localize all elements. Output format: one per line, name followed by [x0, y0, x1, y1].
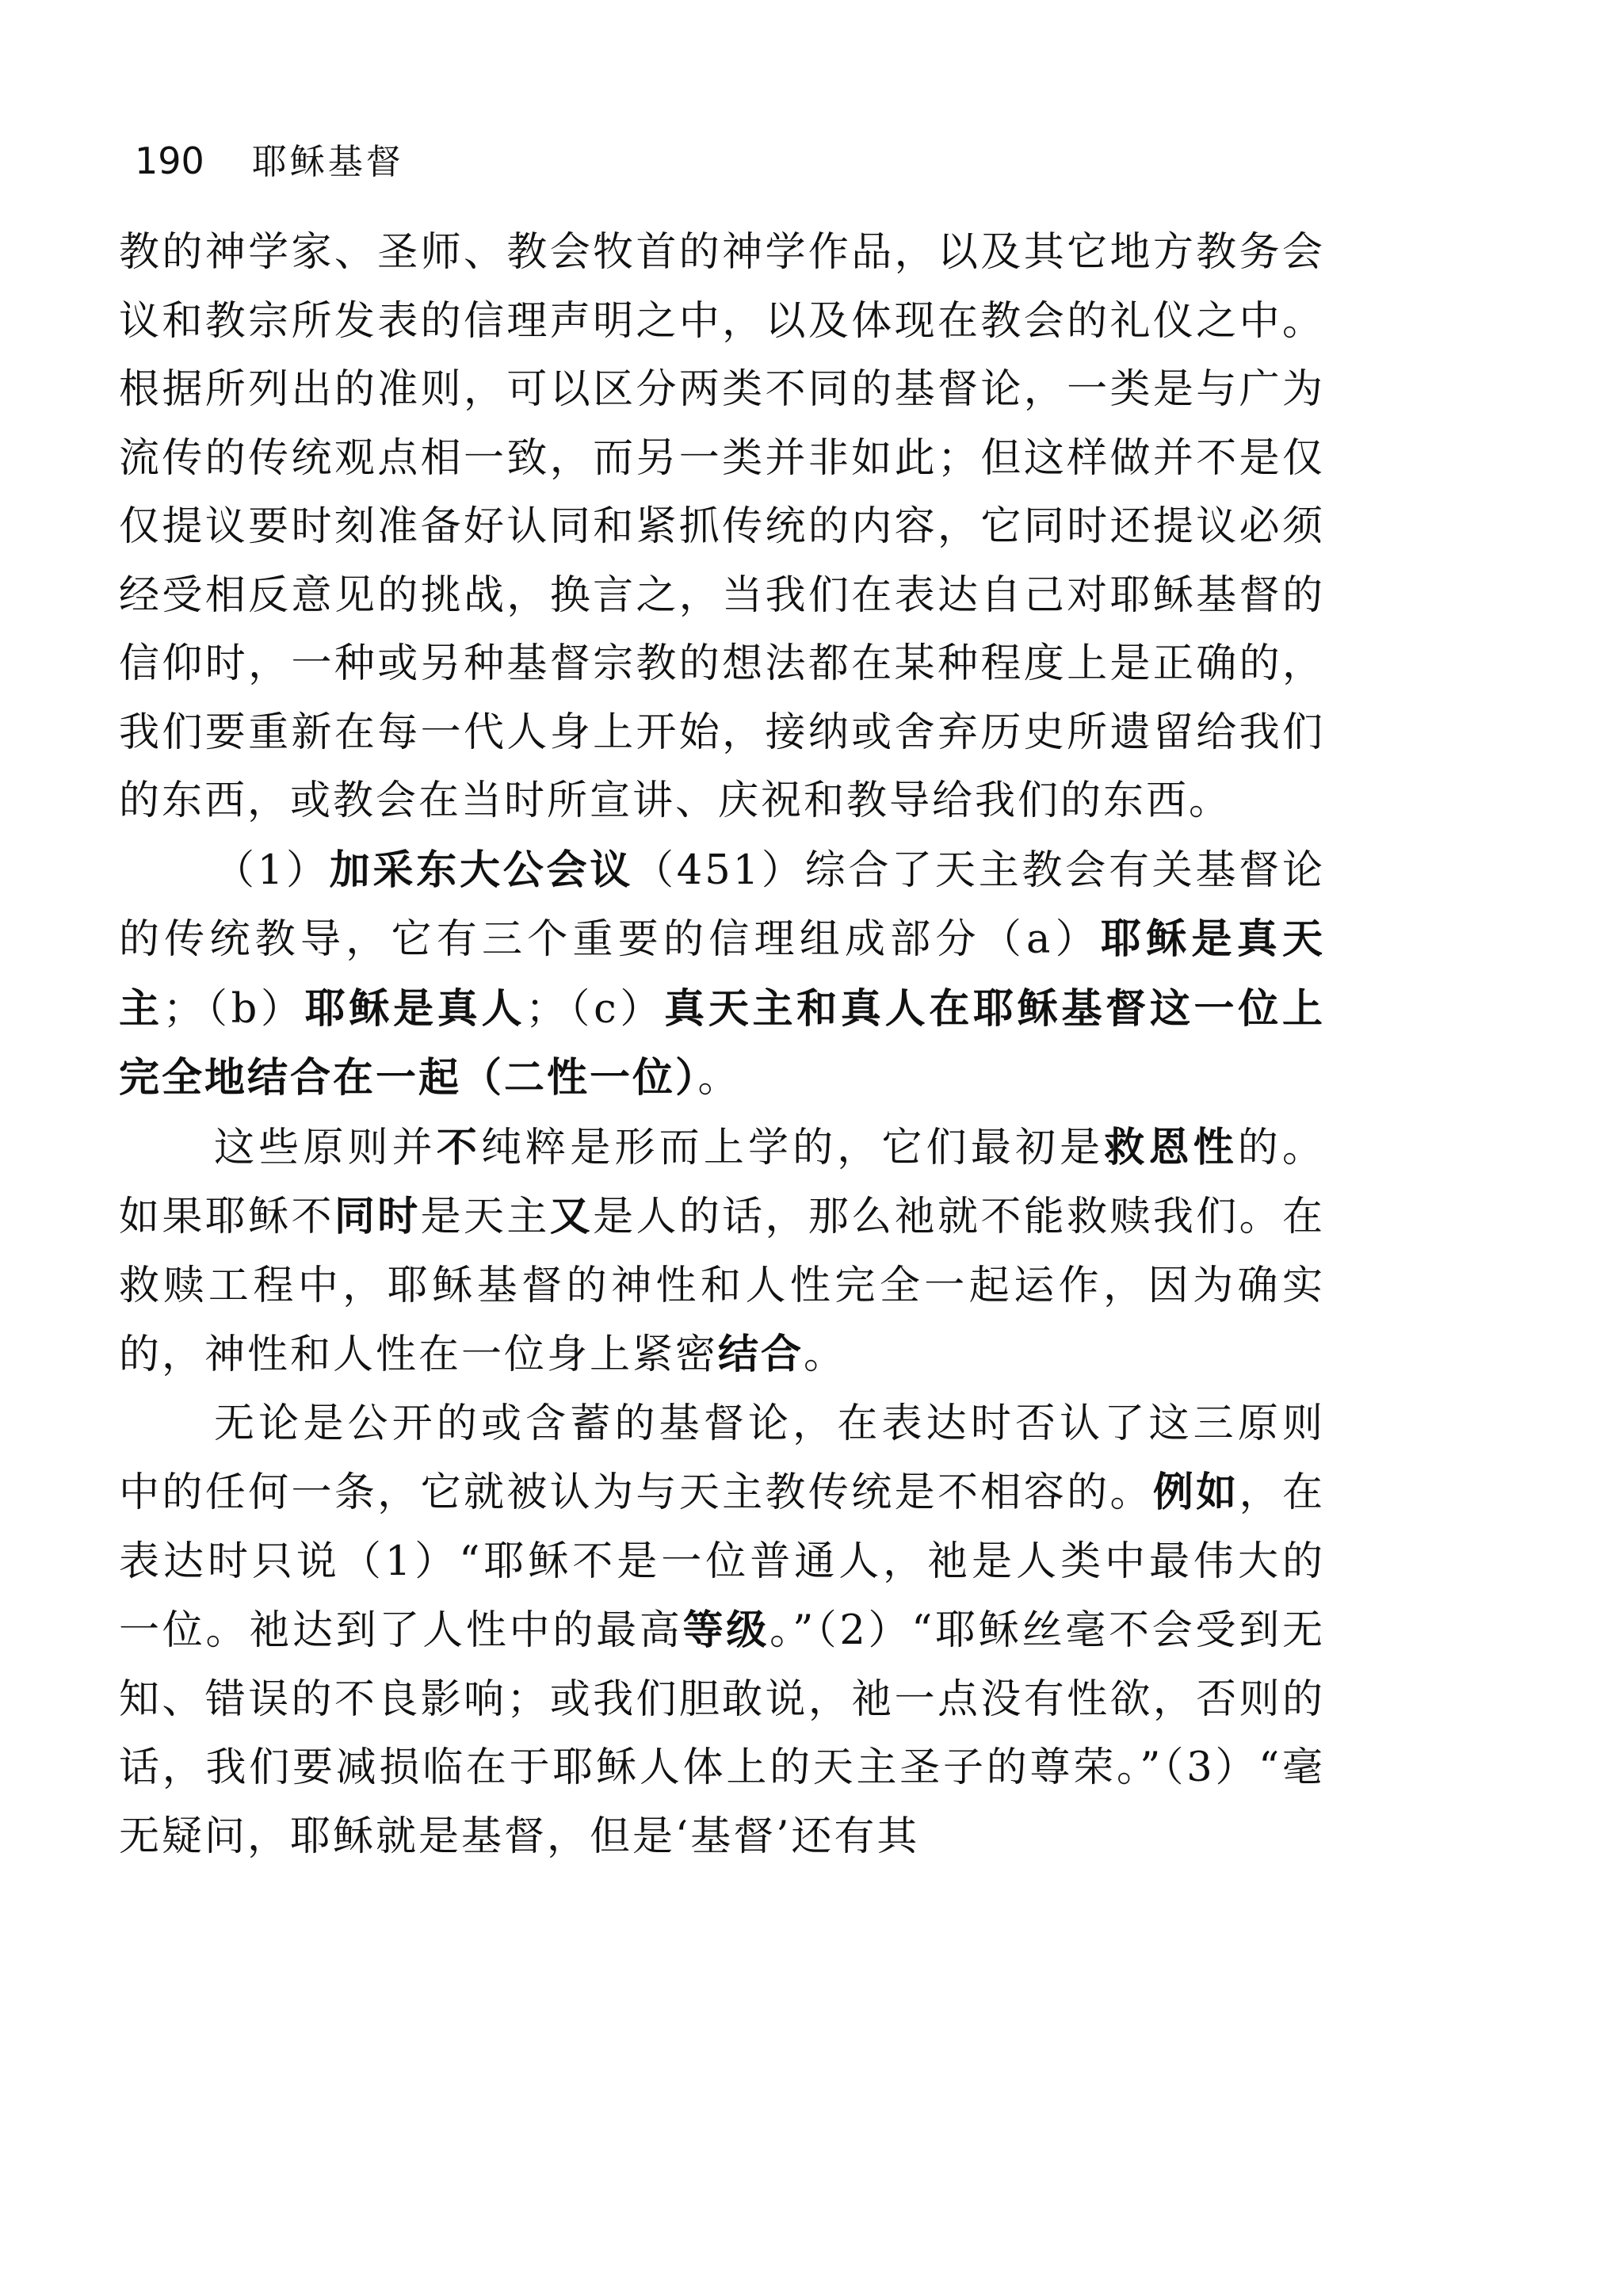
page-number: 190	[135, 139, 204, 182]
book-title: 耶稣基督	[251, 142, 404, 182]
bold-run: 耶稣是真人	[304, 984, 526, 1033]
text-run: ，在表达时只说（1）“耶稣不是一位普通人，祂是人类中最伟大的一位。祂达到了人性中的最高	[119, 1469, 1325, 1654]
text-run: 是天主	[420, 1194, 550, 1240]
bold-run: 不	[436, 1123, 481, 1171]
text-run: ；（b）	[162, 985, 305, 1033]
text-run: ；（c）	[525, 985, 665, 1033]
bold-run: 真天主和真人在耶稣基督这一位上完全地结合在一起（二性一位）	[119, 984, 1325, 1102]
bold-run: 等级	[682, 1606, 770, 1654]
text-run: 。	[697, 1055, 741, 1102]
text-run: （451）综合了天主教会有关基督论的传统教导，它有三个重要的信理组成部分（a）	[119, 846, 1325, 963]
bold-run: 同时	[334, 1193, 421, 1240]
paragraph-2	[119, 836, 1325, 1114]
text-run: 无论是公开的或含蓄的基督论，在表达时否认了这三原则中的任何一条，它就被认为与天主教传统是不相容的。	[119, 1400, 1325, 1516]
paragraph-4	[119, 1390, 1325, 1872]
bold-run: 救恩性	[1104, 1123, 1238, 1171]
text-run: 。	[804, 1331, 847, 1378]
bold-run: 加采东大公会议	[329, 846, 634, 894]
running-header	[135, 133, 404, 189]
paragraph-3	[119, 1114, 1325, 1390]
text-run: 的。如果耶稣不	[119, 1124, 1325, 1240]
text-run: 纯粹是形而上学的，它们最初是	[481, 1124, 1105, 1171]
bold-run: 耶稣是真天主	[119, 915, 1325, 1033]
text-run: 这些原则并	[214, 1124, 437, 1171]
body-text	[119, 219, 1325, 1871]
bold-run: 例如	[1152, 1469, 1239, 1516]
paragraph-1: 教的神学家、圣师、教会牧首的神学作品，以及其它地方教务会议和教宗所发表的信理声明之中，以及体现在教会的礼仪之中。根据所列出的准则，可以区分两类不同的基督论，一类是与广为流传的传统观点相一致，而另一类并非如此；但这样做并不是仅仅提议要时刻准备好认同和紧抓传统的内容，它同时还提议必须经受相反意见的挑战，换言之，当我们在表达自己对耶稣基督的信仰时，一种或另种基督宗教的想法都在某种程度上是正确的，我们要重新在每一代人身上开始，接纳或舍弃历史所遗留给我们的东西，或教会在当时所宣讲、庆祝和教导给我们的东西。	[119, 229, 1325, 824]
bold-run: 又	[549, 1193, 594, 1240]
bold-run: 结合	[718, 1331, 804, 1378]
text-run: 是人的话，那么祂就不能救赎我们。在救赎工程中，耶稣基督的神性和人性完全一起运作，因为确实的，神性和人性在一位身上紧密	[119, 1194, 1325, 1378]
text-run: 。”（2）“耶稣丝毫不会受到无知、错误的不良影响；或我们胆敢说，祂一点没有性欲，否则的话，我们要减损临在于耶稣人体上的天主圣子的尊荣。”（3）“毫无疑问，耶稣就是基督，但是‘基督’还有其	[119, 1607, 1325, 1860]
text-run: （1）	[214, 846, 330, 894]
